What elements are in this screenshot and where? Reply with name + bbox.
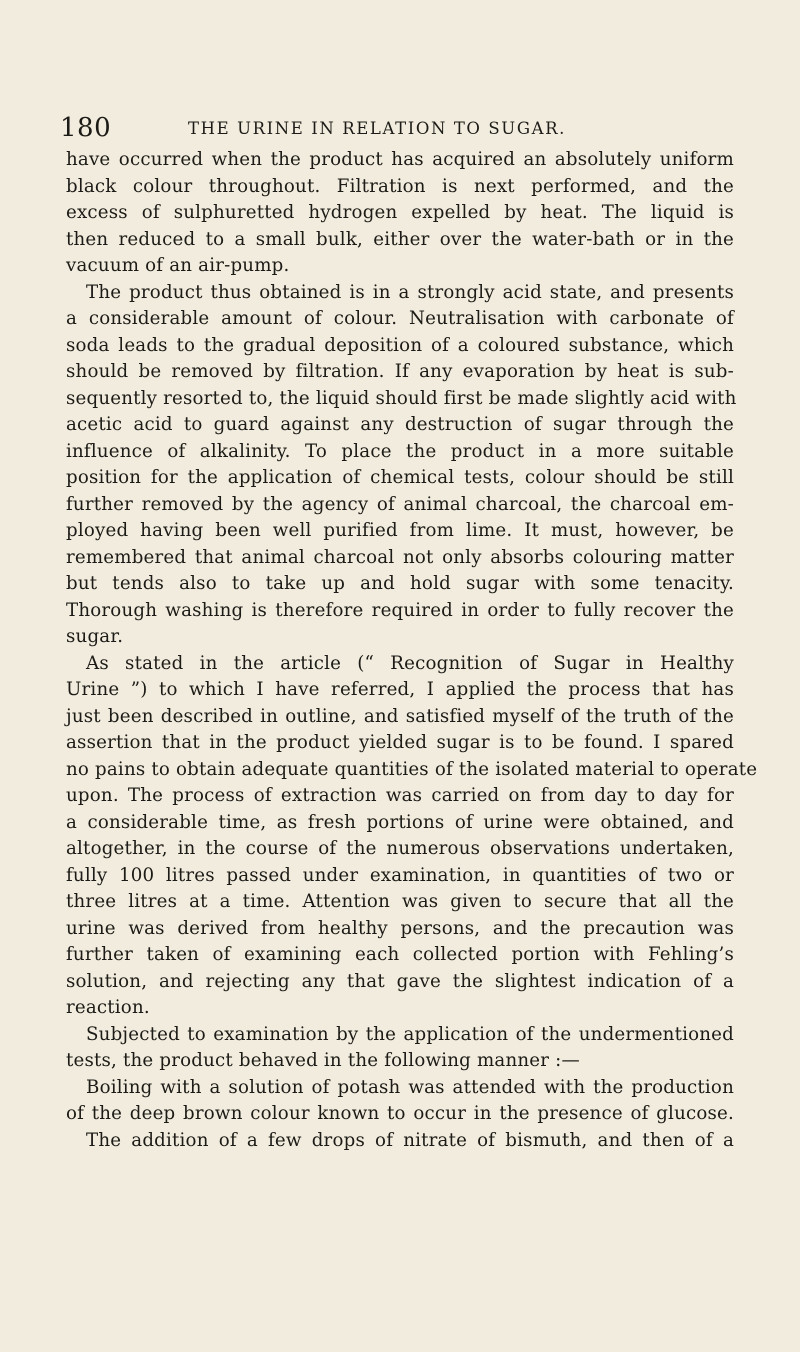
text-line: sugar. xyxy=(66,626,124,647)
text-line: three litres at a time. Attention was given to secure that all the xyxy=(66,891,734,912)
text-line: have occurred when the product has acquired an absolutely uniform xyxy=(66,149,734,170)
text-line: tests, the product behaved in the following manner :— xyxy=(66,1050,580,1071)
text-line: The addition of a few drops of nitrate of bismuth, and then of a xyxy=(86,1129,734,1151)
text-line: altogether, in the course of the numerous observations undertaken, xyxy=(66,838,734,859)
text-line: Subjected to examination by the application of the undermentioned xyxy=(86,1023,734,1045)
text-line: solution, and rejecting any that gave the slightest indication of a xyxy=(66,970,734,992)
text-line: of the deep brown colour known to occur in the presence of glucose. xyxy=(66,1103,734,1124)
text-line: position for the application of chemical tests, colour should be still xyxy=(66,467,734,488)
text-line: Thorough washing is therefore required in order to fully recover the xyxy=(66,599,734,621)
text-line: further removed by the agency of animal charcoal, the charcoal em- xyxy=(66,493,734,515)
text-line: As stated in the article (“ Recognition of Sugar in Healthy xyxy=(86,652,734,674)
text-line: should be removed by filtration. If any evaporation by heat is sub- xyxy=(66,361,734,382)
text-line: influence of alkalinity. To place the product in a more suitable xyxy=(66,440,734,462)
text-line: upon. The process of extraction was carried on from day to day for xyxy=(66,785,734,806)
text-line: just been described in outline, and satisfied myself of the truth of the xyxy=(66,705,734,727)
text-line: soda leads to the gradual deposition of a coloured substance, which xyxy=(66,334,734,356)
text-line: excess of sulphuretted hydrogen expelled by heat. The liquid is xyxy=(66,202,734,223)
text-line: but tends also to take up and hold sugar with some tenacity. xyxy=(66,573,734,594)
page-header xyxy=(60,113,760,143)
running-title: THE URINE IN RELATION TO SUGAR. xyxy=(188,119,566,138)
text-line: ployed having been well purified from lime. It must, however, be xyxy=(66,520,734,541)
text-line: further taken of examining each collected portion with Fehling’s xyxy=(66,944,734,965)
text-line: no pains to obtain adequate quantities of the isolated material to operate xyxy=(66,758,758,780)
text-line: reaction. xyxy=(66,997,150,1018)
text-line: Boiling with a solution of potash was attended with the production xyxy=(86,1076,734,1098)
text-line: black colour throughout. Filtration is next performed, and the xyxy=(66,175,734,197)
text-line: remembered that animal charcoal not only absorbs colouring matter xyxy=(66,546,734,568)
text-line: a considerable amount of colour. Neutralisation with carbonate of xyxy=(66,308,734,329)
text-line: assertion that in the product yielded sugar is to be found. I spared xyxy=(66,732,734,753)
text-line: fully 100 litres passed under examination, in quantities of two or xyxy=(66,864,734,886)
text-line: a considerable time, as fresh portions of urine were obtained, and xyxy=(66,811,734,833)
text-line: sequently resorted to, the liquid should first be made slightly acid with xyxy=(66,387,737,409)
text-line: The product thus obtained is in a strongly acid state, and presents xyxy=(86,281,734,303)
text-line: vacuum of an air-pump. xyxy=(66,255,290,276)
text-line: then reduced to a small bulk, either over the water-bath or in the xyxy=(66,228,734,250)
body-text xyxy=(66,147,758,1154)
text-line: acetic acid to guard against any destruction of sugar through the xyxy=(66,414,734,435)
text-line: urine was derived from healthy persons, and the precaution was xyxy=(66,917,734,939)
text-line: Urine ”) to which I have referred, I applied the process that has xyxy=(66,679,734,700)
page-number: 180 xyxy=(60,113,112,143)
